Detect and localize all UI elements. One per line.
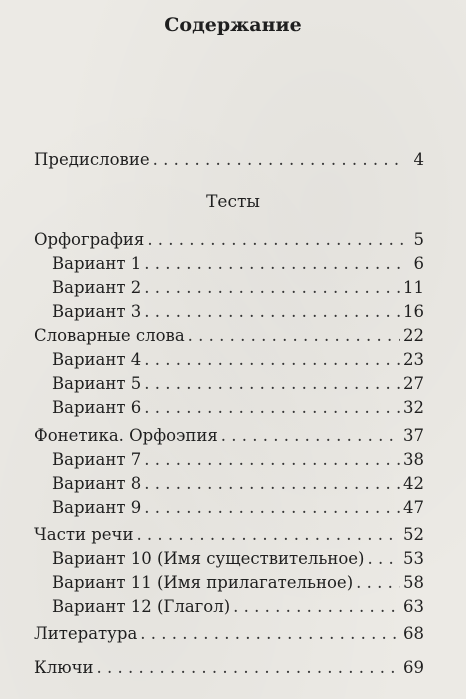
toc-entry-parts-of-speech <box>34 523 424 547</box>
toc-page-number: 52 <box>403 525 424 544</box>
toc-entry-label: Словарные слова <box>34 326 185 345</box>
toc-page-number: 22 <box>403 326 424 345</box>
toc-page-number: 32 <box>403 398 424 417</box>
toc-entry-label: Вариант 3 <box>52 302 142 321</box>
toc-entry-label: Части речи <box>34 525 134 544</box>
toc-page-number: 16 <box>403 302 424 321</box>
toc-entry-label: Ключи <box>34 658 94 677</box>
dot-leader <box>140 622 400 646</box>
dot-leader <box>144 372 400 396</box>
toc-entry-label: Вариант 8 <box>52 474 142 493</box>
dot-leader <box>144 348 400 372</box>
toc-page-number: 6 <box>413 254 424 273</box>
toc-entry-label: Вариант 5 <box>52 374 142 393</box>
dot-leader <box>97 656 400 680</box>
toc-page-number: 63 <box>403 597 424 616</box>
dot-leader <box>144 252 403 276</box>
toc-entry-phonetics <box>34 424 424 448</box>
toc-entry-variant-7 <box>52 448 424 472</box>
toc-entry-literature <box>34 622 424 646</box>
dot-leader <box>144 276 400 300</box>
dot-leader <box>144 396 400 420</box>
toc-entry-label: Вариант 6 <box>52 398 142 417</box>
dot-leader <box>368 547 401 571</box>
dot-leader <box>153 148 403 172</box>
toc-entry-label: Вариант 1 <box>52 254 142 273</box>
toc-entry-label: Вариант 4 <box>52 350 142 369</box>
toc-entry-label: Вариант 9 <box>52 498 142 517</box>
toc-entry-label: Вариант 12 (Глагол) <box>52 597 231 616</box>
toc-entry-variant-2 <box>52 276 424 300</box>
dot-leader <box>144 496 400 520</box>
toc-entry-variant-10 <box>52 547 424 571</box>
toc-entry-label: Вариант 7 <box>52 450 142 469</box>
dot-leader <box>136 523 400 547</box>
page-title: Содержание <box>164 14 302 36</box>
toc-entry-label: Вариант 11 (Имя прилагательное) <box>52 573 354 592</box>
toc-page-number: 37 <box>403 426 424 445</box>
toc-page-number: 11 <box>403 278 424 297</box>
toc-page-number: 4 <box>413 150 424 169</box>
toc-entry-label: Вариант 10 (Имя существительное) <box>52 549 365 568</box>
toc-entry-variant-6 <box>52 396 424 420</box>
toc-entry-label: Предисловие <box>34 150 150 169</box>
toc-entry-orthography <box>34 228 424 252</box>
dot-leader <box>188 324 400 348</box>
toc-entry-variant-4 <box>52 348 424 372</box>
dot-leader <box>356 571 400 595</box>
toc-entry-label: Литература <box>34 624 138 643</box>
toc-page-number: 69 <box>403 658 424 677</box>
toc-page-number: 53 <box>403 549 424 568</box>
dot-leader <box>221 424 400 448</box>
toc-entry-variant-12 <box>52 595 424 619</box>
dot-leader <box>147 228 403 252</box>
toc-entry-label: Фонетика. Орфоэпия <box>34 426 218 445</box>
dot-leader <box>144 300 400 324</box>
section-title: Тесты <box>206 192 260 212</box>
toc-entry-label: Вариант 2 <box>52 278 142 297</box>
toc-entry-variant-8 <box>52 472 424 496</box>
toc-page-number: 23 <box>403 350 424 369</box>
toc-entry-vocabulary <box>34 324 424 348</box>
toc-entry-variant-3 <box>52 300 424 324</box>
toc-entry-variant-1 <box>52 252 424 276</box>
toc-page-number: 42 <box>403 474 424 493</box>
toc-page-number: 47 <box>403 498 424 517</box>
toc-entry-variant-11 <box>52 571 424 595</box>
toc-entry-label: Орфография <box>34 230 145 249</box>
dot-leader <box>233 595 400 619</box>
toc-page-number: 38 <box>403 450 424 469</box>
dot-leader <box>144 448 400 472</box>
toc-page-number: 68 <box>403 624 424 643</box>
toc-entry-keys <box>34 656 424 680</box>
toc-page-number: 58 <box>403 573 424 592</box>
dot-leader <box>144 472 400 496</box>
toc-entry-variant-5 <box>52 372 424 396</box>
toc-page-number: 5 <box>413 230 424 249</box>
toc-page-number: 27 <box>403 374 424 393</box>
toc-entry-variant-9 <box>52 496 424 520</box>
toc-entry-preface <box>34 148 424 172</box>
